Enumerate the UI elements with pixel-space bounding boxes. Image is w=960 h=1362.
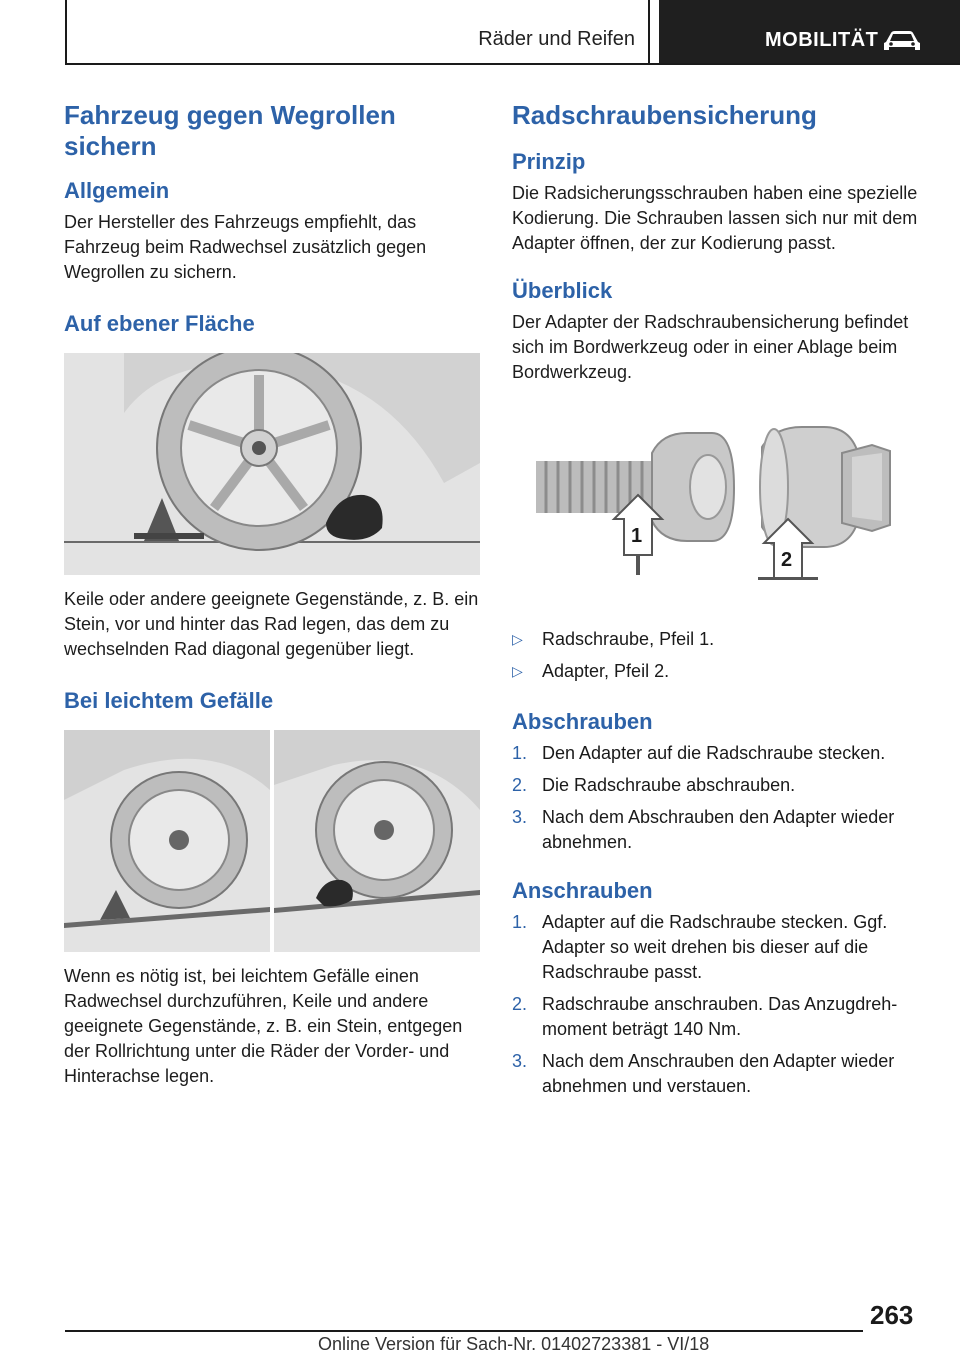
callout-label-1: 1 bbox=[631, 525, 643, 547]
text-leichtes-gefaelle: Wenn es nötig ist, bei leichtem Gefälle einen Radwechsel durchzuführen, Keile und andere geeignete Gegenstände, z. B. ein Stein, entgegen der Rollrichtung unter die Räder der Vorder- und Hinterachse legen. bbox=[64, 966, 463, 1086]
triangle-bullet-icon: ▷ bbox=[512, 663, 523, 679]
heading-abschrauben: Abschrauben bbox=[512, 709, 653, 734]
list-item: 3. Nach dem Anschrauben den Adapter wieder abnehmen und verstauen. bbox=[512, 1051, 895, 1096]
left-column bbox=[64, 100, 484, 1089]
heading-ebene-flaeche: Auf ebener Fläche bbox=[64, 311, 255, 336]
text-prinzip: Die Radsicherungsschrauben haben eine spezielle Kodierung. Die Schrauben lassen sich nur mit dem Adapter öffnen, der zur Kodierung passt. bbox=[512, 183, 918, 253]
chapter-title: Räder und Reifen bbox=[478, 28, 635, 50]
footer-text: Online Version für Sach-Nr. 01402723381 - VI/18 bbox=[318, 1334, 710, 1354]
left-section-title: Fahrzeug gegen Wegrollen sichern bbox=[64, 100, 396, 161]
text-ueberblick: Der Adapter der Radschraubensicherung befindet sich im Bordwerkzeug oder in einer Ablage beim Bordwerkzeug. bbox=[512, 312, 909, 382]
footer-rule bbox=[65, 1330, 863, 1332]
list-item: 2. Radschraube anschrauben. Das Anzugdrehmoment beträgt 140 Nm. bbox=[512, 994, 898, 1039]
triangle-bullet-icon: ▷ bbox=[512, 631, 523, 647]
text-allgemein: Der Hersteller des Fahrzeugs empfiehlt, das Fahrzeug beim Radwechsel zusätzlich gegen Wegrollen zu sichern. bbox=[64, 212, 427, 282]
heading-prinzip: Prinzip bbox=[512, 149, 586, 174]
list-item: 1. Den Adapter auf die Radschraube stecken. bbox=[512, 743, 886, 763]
illustration-flat-ground bbox=[64, 353, 480, 575]
heading-anschrauben: Anschrauben bbox=[512, 878, 653, 903]
illustration-slope bbox=[64, 730, 480, 952]
illustration-bolt-adapter bbox=[512, 393, 928, 623]
list-item: 1. Adapter auf die Radschraube stecken. Ggf. Adapter so weit drehen bis dieser auf die Radschraube passt. bbox=[512, 912, 888, 982]
list-item: ▷ Radschraube, Pfeil 1. bbox=[512, 627, 932, 652]
callout-label-2: 2 bbox=[781, 549, 793, 571]
legend-list bbox=[512, 627, 932, 684]
right-section-title: Radschraubensicherung bbox=[512, 100, 817, 130]
header-mid-divider bbox=[648, 0, 650, 65]
heading-ueberblick: Überblick bbox=[512, 278, 613, 303]
page-number: 263 bbox=[870, 1300, 914, 1330]
list-item: 3. Nach dem Abschrauben den Adapter wieder abnehmen. bbox=[512, 807, 895, 852]
heading-allgemein: Allgemein bbox=[64, 178, 170, 203]
header-rule bbox=[65, 63, 960, 65]
heading-leichtes-gefaelle: Bei leichtem Gefälle bbox=[64, 688, 274, 713]
list-item: ▷ Adapter, Pfeil 2. bbox=[512, 659, 932, 684]
right-column bbox=[512, 100, 932, 1106]
list-item: 2. Die Radschraube abschrauben. bbox=[512, 775, 796, 795]
text-ebene-flaeche: Keile oder andere geeignete Gegenstände, z. B. ein Stein, vor und hinter das Rad legen, das dem zu wechselnden Rad diagonal gegenüber liegt. bbox=[64, 589, 479, 659]
section-tab-label: MOBILITÄT bbox=[765, 29, 879, 51]
car-icon bbox=[880, 28, 924, 54]
header-left-divider bbox=[65, 0, 67, 65]
steps-abschrauben bbox=[512, 741, 932, 855]
steps-anschrauben bbox=[512, 910, 932, 1099]
